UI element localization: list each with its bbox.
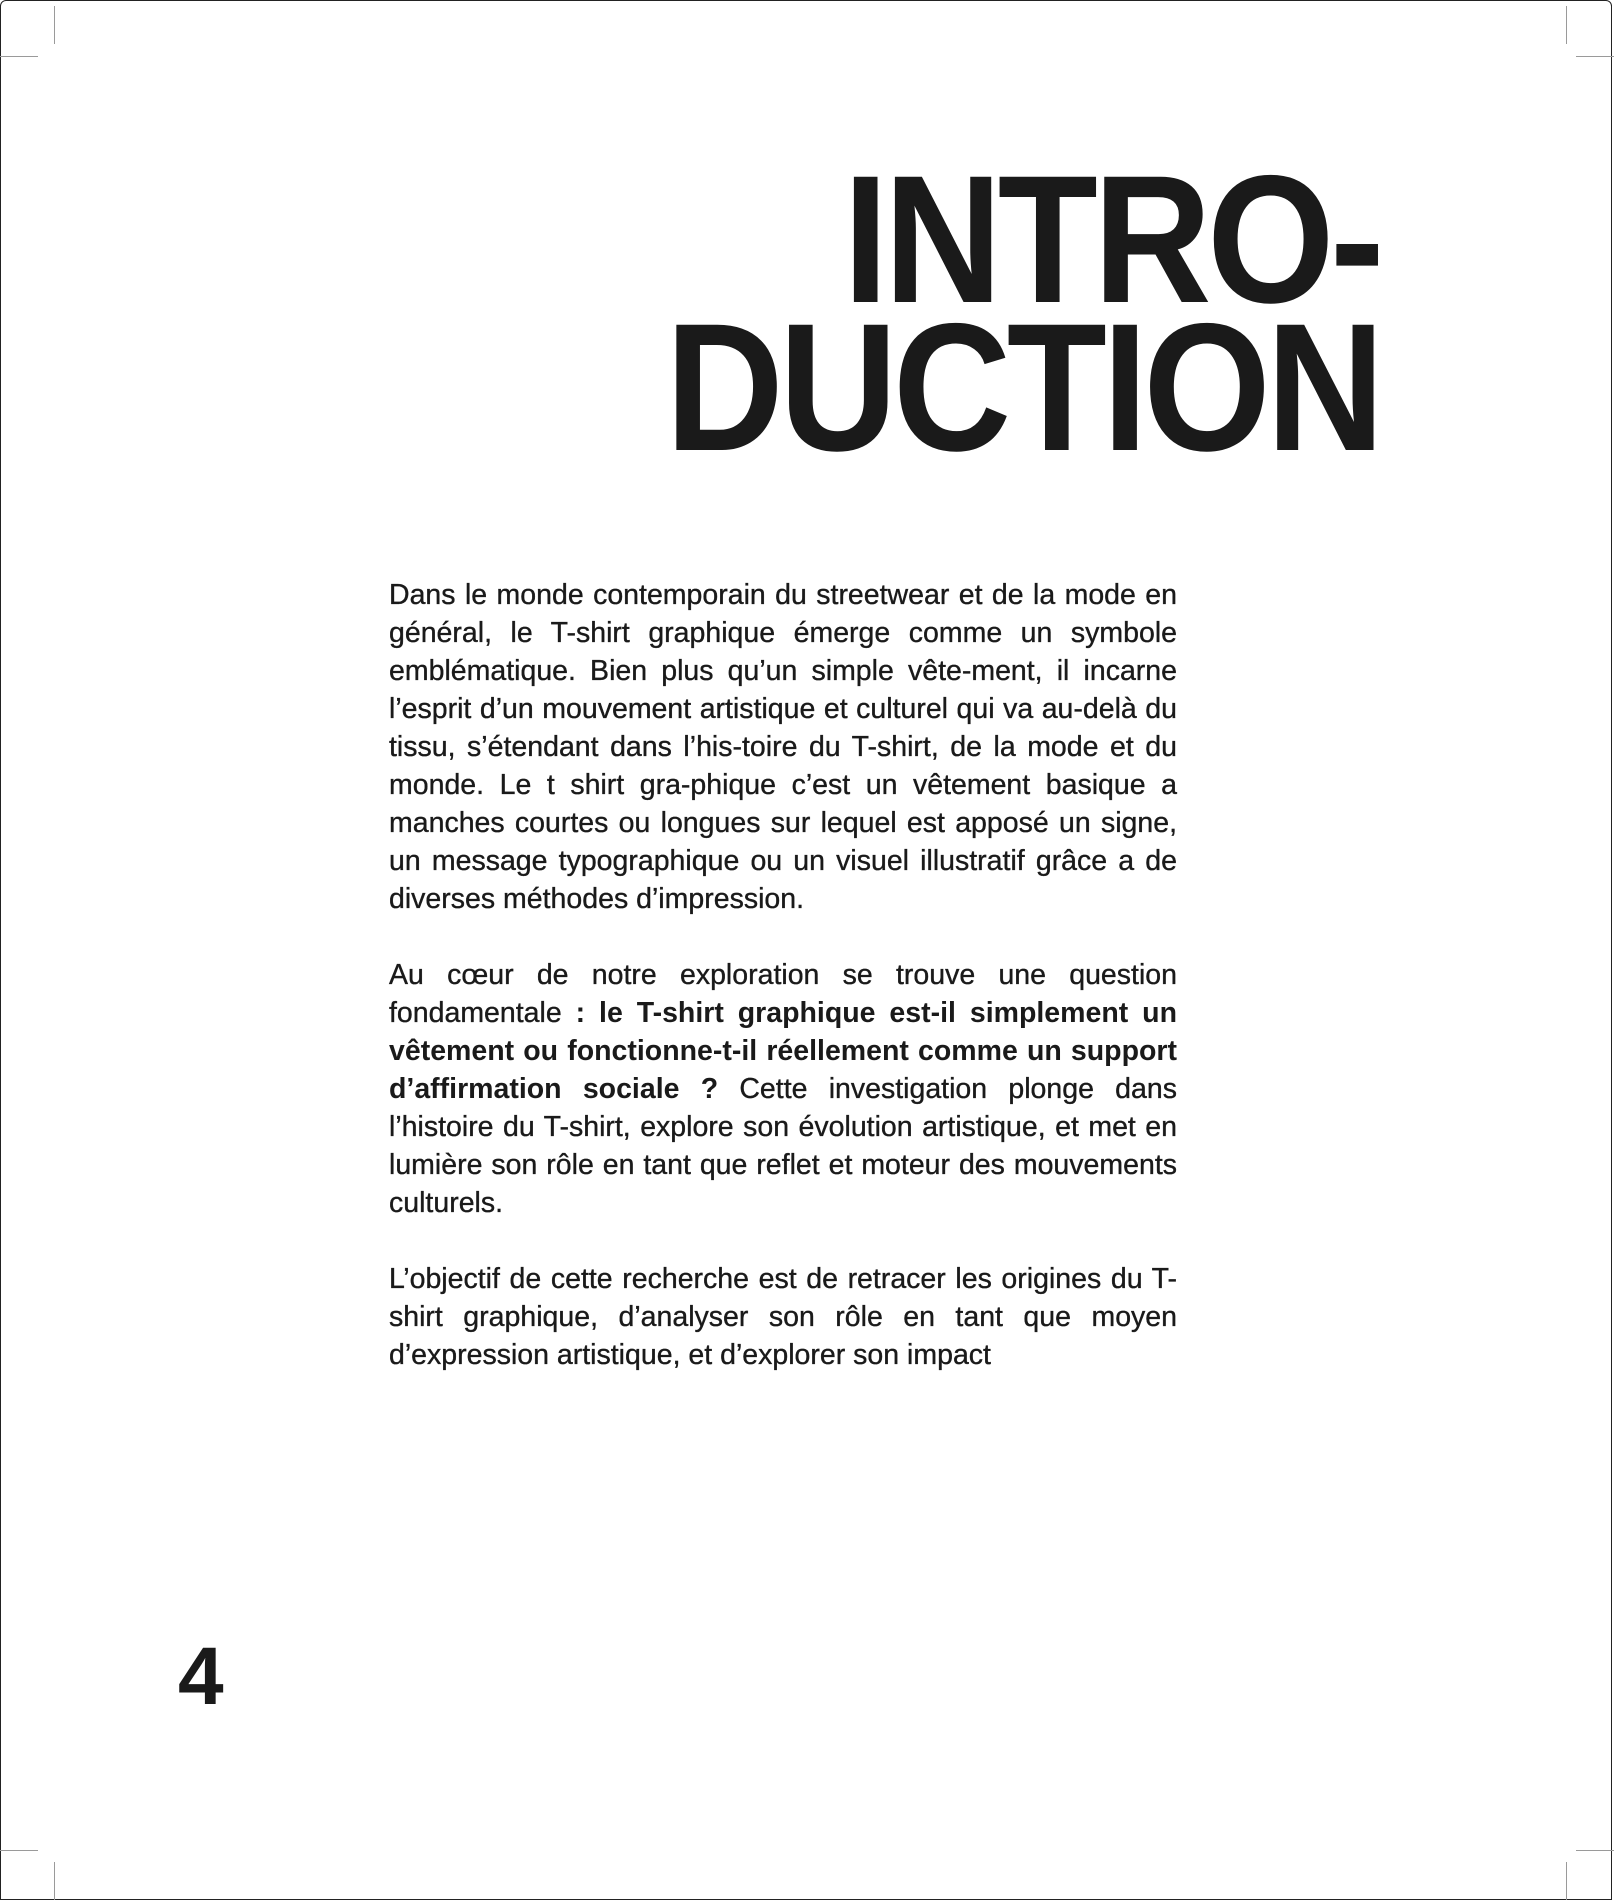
crop-mark-top-right-vertical (1566, 6, 1567, 44)
page-title-line-2: DUCTION (665, 285, 1380, 489)
paragraph-1: Dans le monde contemporain du streetwear et de la mode en général, le T-shirt graphique émerge comme un symbole emblématique. Bien plus qu’un simple vête-ment, il incarne l’esprit d’un mouvement artistique et culturel qui va au-delà du tissu, s’étendant dans l’his-toire du T-shirt, de la mode et du monde. Le t shirt gra-phique c’est un vêtement basique a manches courtes ou longues sur lequel est apposé un signe, un message typographique ou un visuel illustratif grâce a de diverses méthodes d’impression. (389, 579, 1177, 915)
body-text (389, 576, 1177, 1412)
crop-mark-bottom-left-horizontal (0, 1850, 38, 1851)
crop-mark-top-left-horizontal (0, 56, 38, 57)
page-title-line-1: INTRO- (842, 137, 1380, 341)
crop-mark-top-left-vertical (54, 6, 55, 44)
crop-mark-top-right-horizontal (1576, 56, 1614, 57)
paragraph-2-bold-question: : le T-shirt graphique est-il simplement un vêtement ou fonctionne-t-il réellement comme un support d’affirmation sociale ? (389, 997, 1177, 1105)
page-title (665, 137, 1380, 489)
paragraph-2-after: Cette investigation plonge dans l’histoire du T-shirt, explore son évolution artistique, et met en lumière son rôle en tant que reflet et moteur des mouvements culturels. (389, 1073, 1177, 1219)
paragraph-2-before: Au cœur de notre exploration se trouve une question fondamentale (389, 959, 1177, 1029)
crop-mark-bottom-right-horizontal (1576, 1850, 1614, 1851)
crop-mark-bottom-left-vertical (54, 1862, 55, 1900)
crop-mark-bottom-right-vertical (1566, 1862, 1567, 1900)
page-number: 4 (178, 1631, 224, 1722)
paragraph-2 (389, 956, 1177, 1222)
paragraph-3: L’objectif de cette recherche est de retracer les origines du T-shirt graphique, d’analyser son rôle en tant que moyen d’expression artistique, et d’explorer son impact (389, 1263, 1177, 1371)
